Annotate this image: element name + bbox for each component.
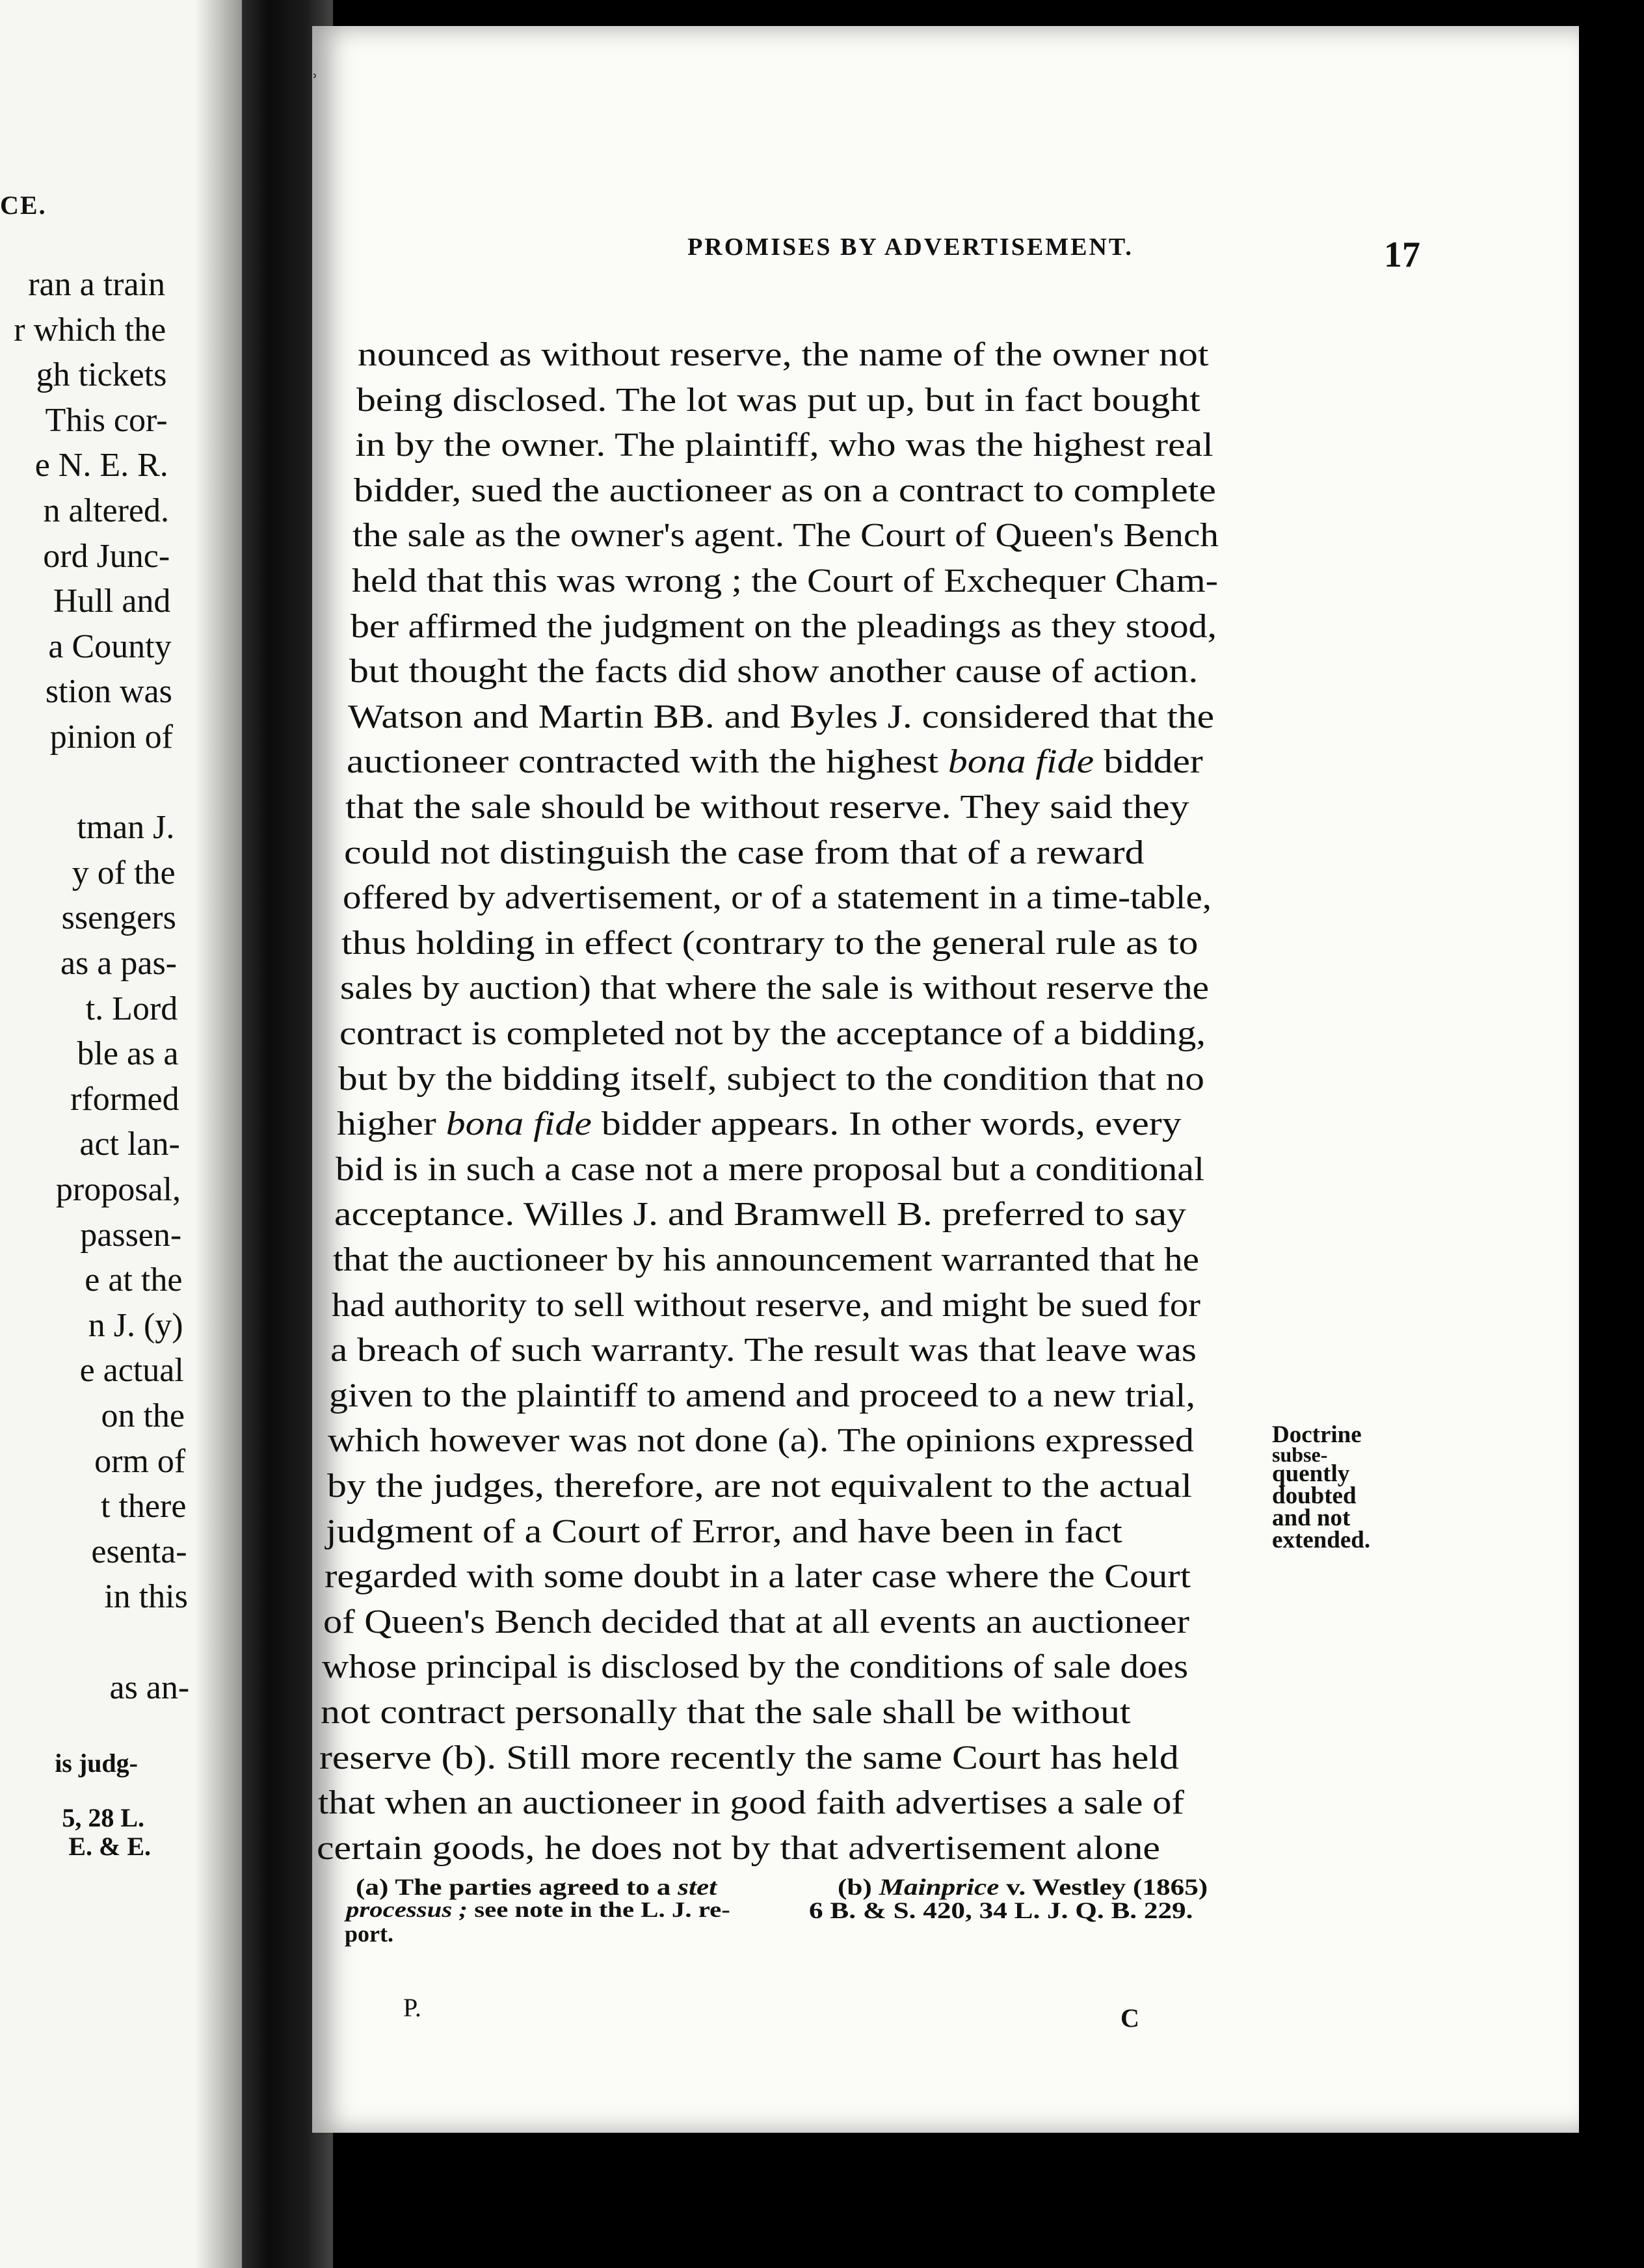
left-page-footnote-line: 5, 28 L. bbox=[62, 1803, 144, 1832]
left-page-line: a County bbox=[48, 627, 172, 665]
left-page-line: ssengers bbox=[61, 899, 176, 937]
signature-mark-left: P. bbox=[403, 1993, 421, 2022]
signature-mark-right: C bbox=[1120, 2003, 1139, 2033]
left-page-line: tman J. bbox=[77, 809, 175, 847]
left-page-line: pinion of bbox=[49, 719, 173, 756]
footnote-a-line: processus ; see note in the L. J. re- bbox=[346, 1898, 730, 1922]
left-page-line: gh tickets bbox=[36, 356, 167, 394]
running-head: PROMISES BY ADVERTISEMENT. bbox=[687, 233, 1134, 261]
left-page-footnote-line: E. & E. bbox=[68, 1832, 151, 1861]
left-page-footnote-line: is judg- bbox=[55, 1748, 138, 1778]
body-line: bid is in such a case not a mere proposal but a conditional bbox=[335, 1150, 1204, 1188]
left-page-header: CE. bbox=[0, 191, 47, 220]
footnote-b-line: 6 B. & S. 420, 34 L. J. Q. B. 229. bbox=[809, 1897, 1193, 1923]
page-number: 17 bbox=[1384, 235, 1420, 275]
left-page-line: ord Junc- bbox=[43, 537, 170, 575]
left-page-line: as an- bbox=[109, 1668, 190, 1706]
body-line: sales by auction) that where the sale is without reserve the bbox=[340, 969, 1210, 1007]
body-line: certain goods, he does not by that advertisement alone bbox=[317, 1829, 1161, 1867]
left-page-line: as a pas- bbox=[60, 945, 177, 982]
left-page-line: stion was bbox=[45, 673, 172, 711]
body-line: nounced as without reserve, the name of the owner not bbox=[358, 336, 1209, 373]
body-line: Watson and Martin BB. and Byles J. considered that the bbox=[347, 698, 1214, 735]
body-line: reserve (b). Still more recently the same Court has held bbox=[319, 1739, 1179, 1776]
margin-note-line: subse- bbox=[1272, 1443, 1328, 1466]
left-page-line: ble as a bbox=[77, 1035, 179, 1073]
body-line: the sale as the owner's agent. The Court of Queen's Bench bbox=[352, 517, 1219, 555]
left-page-line: e N. E. R. bbox=[34, 447, 168, 484]
body-line: bidder, sued the auctioneer as on a contract to complete bbox=[354, 471, 1217, 509]
footnote-a-line: (a) The parties agreed to a stet bbox=[356, 1874, 717, 1900]
body-line: held that this was wrong ; the Court of Exchequer Cham- bbox=[351, 562, 1218, 600]
corner-mark: ʾ bbox=[311, 70, 319, 96]
left-page-line: orm of bbox=[94, 1442, 186, 1480]
left-page-line: ran a train bbox=[28, 266, 165, 303]
left-page-line: This cor- bbox=[45, 401, 168, 439]
left-page-line: t. Lord bbox=[85, 990, 178, 1027]
left-page-line: t there bbox=[101, 1488, 187, 1525]
body-line: which however was not done (a). The opinions expressed bbox=[328, 1422, 1195, 1460]
body-line: auctioneer contracted with the highest bona fide bidder bbox=[346, 743, 1203, 781]
body-line: being disclosed. The lot was put up, but in fact bought bbox=[356, 381, 1200, 419]
left-page-line: act lan- bbox=[79, 1126, 180, 1163]
body-line: whose principal is disclosed by the conditions of sale does bbox=[321, 1648, 1188, 1686]
body-line: contract is completed not by the acceptance of a bidding, bbox=[339, 1015, 1206, 1052]
margin-note-line: extended. bbox=[1272, 1527, 1371, 1553]
left-page-line: passen- bbox=[80, 1216, 182, 1254]
body-line: that when an auctioneer in good faith advertises a sale of bbox=[318, 1784, 1185, 1822]
body-line: judgment of a Court of Error, and have been in fact bbox=[325, 1512, 1122, 1550]
left-page-line: Hull and bbox=[53, 583, 171, 620]
left-page-line: on the bbox=[101, 1397, 185, 1434]
body-line: but by the bidding itself, subject to the condition that no bbox=[338, 1060, 1204, 1098]
left-page-line: e at the bbox=[85, 1261, 183, 1299]
body-line: in by the owner. The plaintiff, who was the highest real bbox=[355, 427, 1213, 464]
left-page-line: e actual bbox=[79, 1352, 184, 1390]
left-page-line: n J. (y) bbox=[88, 1306, 183, 1344]
body-line: not contract personally that the sale shall be without bbox=[321, 1694, 1131, 1731]
body-line: had authority to sell without reserve, and might be sued for bbox=[332, 1286, 1201, 1324]
body-line: a breach of such warranty. The result was that leave was bbox=[330, 1332, 1197, 1369]
body-line: ber affirmed the judgment on the pleadings as they stood, bbox=[350, 607, 1217, 645]
left-page-line: in this bbox=[104, 1578, 188, 1616]
left-page-line: proposal, bbox=[55, 1171, 181, 1208]
body-line: thus holding in effect (contrary to the general rule as to bbox=[341, 924, 1199, 962]
body-line: that the sale should be without reserve. They said they bbox=[345, 789, 1189, 826]
margin-note-line: doubted bbox=[1272, 1483, 1357, 1509]
margin-note-line: and not bbox=[1272, 1505, 1351, 1531]
body-line: regarded with some doubt in a later case where the Court bbox=[324, 1558, 1191, 1596]
body-line: given to the plaintiff to amend and proceed to a new trial, bbox=[329, 1377, 1196, 1414]
left-page-line: r which the bbox=[14, 311, 166, 349]
margin-note-line: quently bbox=[1272, 1460, 1350, 1487]
margin-note-line: Doctrine bbox=[1272, 1421, 1362, 1448]
body-line: offered by advertisement, or of a statement in a time-table, bbox=[343, 879, 1212, 917]
body-line: higher bona fide bidder appears. In other words, every bbox=[336, 1105, 1182, 1143]
scan-border bbox=[1579, 0, 1644, 2268]
body-line: acceptance. Willes J. and Bramwell B. preferred to say bbox=[334, 1196, 1186, 1233]
left-page-line: rformed bbox=[70, 1080, 179, 1118]
body-line: of Queen's Bench decided that at all events an auctioneer bbox=[323, 1603, 1189, 1641]
left-page-line: esenta- bbox=[91, 1533, 187, 1570]
main-page bbox=[312, 26, 1579, 2133]
body-line: but thought the facts did show another cause of action. bbox=[349, 653, 1198, 691]
margin-note bbox=[1272, 1421, 1441, 1553]
left-page-line: n altered. bbox=[43, 492, 169, 529]
footnote-a-line: port. bbox=[345, 1921, 393, 1947]
footnote-b-line: (b) Mainprice v. Westley (1865) bbox=[838, 1874, 1208, 1900]
body-line: by the judges, therefore, are not equivalent to the actual bbox=[326, 1468, 1192, 1505]
body-line: that the auctioneer by his announcement warranted that he bbox=[333, 1241, 1199, 1278]
body-line: could not distinguish the case from that of a reward bbox=[344, 834, 1145, 871]
left-page-line: y of the bbox=[72, 854, 176, 891]
